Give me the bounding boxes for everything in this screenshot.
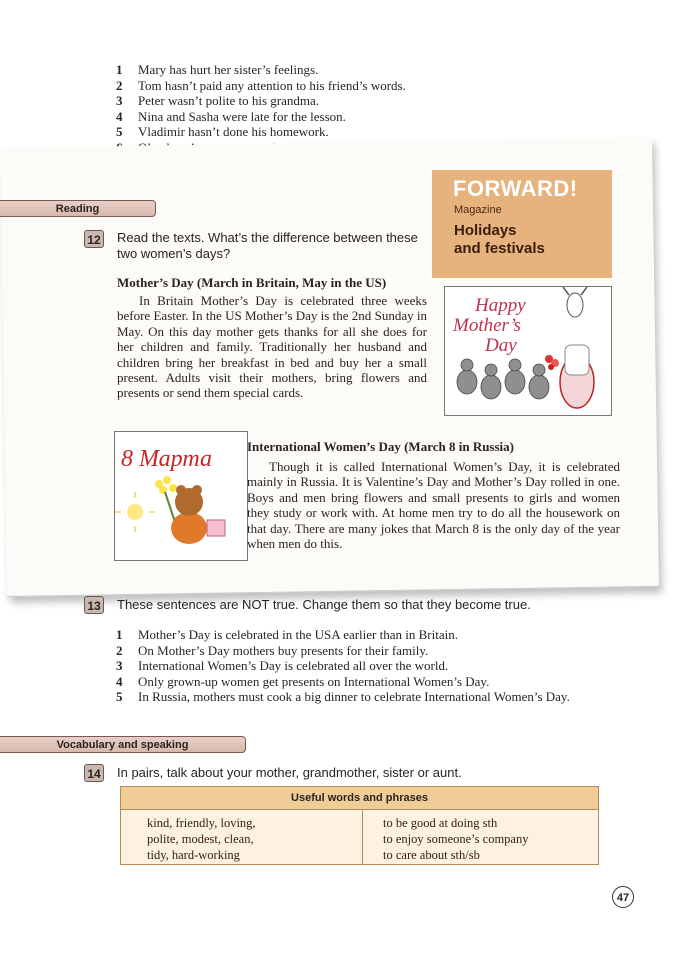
- useful-words-left: kind, friendly, loving, polite, modest, clean, tidy, hard-working: [147, 816, 256, 862]
- march-8-text: 8 Марта: [121, 446, 212, 472]
- mothers-day-heading: Mother’s Day (March in Britain, May in the US): [117, 275, 387, 290]
- march-8-illustration: [114, 431, 248, 561]
- list-item: 2 Tom hasn’t paid any attention to his friend’s words.: [116, 77, 406, 93]
- useful-words-right: to be good at doing sth to enjoy someone’s company to care about sth/sb: [383, 816, 529, 862]
- task-12-instruction: Read the texts. What’s the difference between these two women’s days?: [117, 230, 418, 261]
- list-item: 4 Only grown-up women get presents on International Women’s Day.: [116, 673, 490, 689]
- list-item: 4 Nina and Sasha were late for the lesson.: [116, 108, 346, 124]
- page-number: 47: [612, 886, 634, 908]
- vocabulary-section-bar: Vocabulary and speaking: [0, 736, 246, 753]
- table-divider: [362, 809, 363, 864]
- magazine-sub: Magazine: [454, 204, 502, 216]
- mothers-text: Mother’s: [453, 315, 521, 336]
- magazine-section: Holidays and festivals: [454, 222, 545, 257]
- list-item: 5 Vladimir hasn’t done his homework.: [116, 124, 329, 139]
- task-number-14: 14: [84, 764, 104, 782]
- list-item: 2 On Mother’s Day mothers buy presents for their family.: [116, 642, 429, 658]
- day-text: Day: [485, 335, 517, 356]
- list-item: 3 Peter wasn’t polite to his grandma.: [116, 93, 320, 108]
- task-13-list: [116, 627, 626, 705]
- task-14-instruction: In pairs, talk about your mother, grandmother, sister or aunt.: [117, 765, 462, 780]
- list-item: 5 In Russia, mothers must cook a big dinner to celebrate International Women’s Day.: [116, 689, 570, 704]
- list-item: 1 Mother’s Day is celebrated in the USA earlier than in Britain.: [116, 627, 458, 642]
- useful-words-table: [120, 786, 599, 865]
- list-item: 1 Mary has hurt her sister’s feelings.: [116, 62, 319, 77]
- useful-words-title: Useful words and phrases: [121, 787, 598, 810]
- womens-day-heading: International Women’s Day (March 8 in Russia): [247, 439, 514, 454]
- happy-text: Happy: [475, 295, 526, 316]
- reading-section-bar: Reading: [0, 200, 156, 217]
- task-number-12: 12: [84, 230, 104, 248]
- womens-day-text: Though it is called International Women’s Day, it is celebrated mainly in Russia. It is Valentine’s Day and Mother’s Day rolled in one. Boys and men bring flowers and small presents to girls and women they study or work with. At home men try to do all the housework on that day. There are many jokes that March 8 is the only day of the year when men do this.: [247, 459, 620, 552]
- list-item: 3 International Women’s Day is celebrated all over the world.: [116, 658, 449, 673]
- mothers-day-illustration: [444, 286, 612, 416]
- magazine-title: FORWARD!: [453, 176, 578, 201]
- task-13-instruction: These sentences are NOT true. Change them so that they become true.: [117, 597, 531, 612]
- magazine-box: [432, 170, 612, 278]
- mothers-day-text: In Britain Mother’s Day is celebrated three weeks before Easter. In the US Mother’s Day is the 2nd Sunday in May. On this day mother gets thanks for all she does for her children and family. Traditionally her husband and children bring her breakfast in bed and buy her a small present. Adults visit their mothers, bring flowers and presents or send them special cards.: [117, 293, 427, 401]
- task-number-13: 13: [84, 596, 104, 614]
